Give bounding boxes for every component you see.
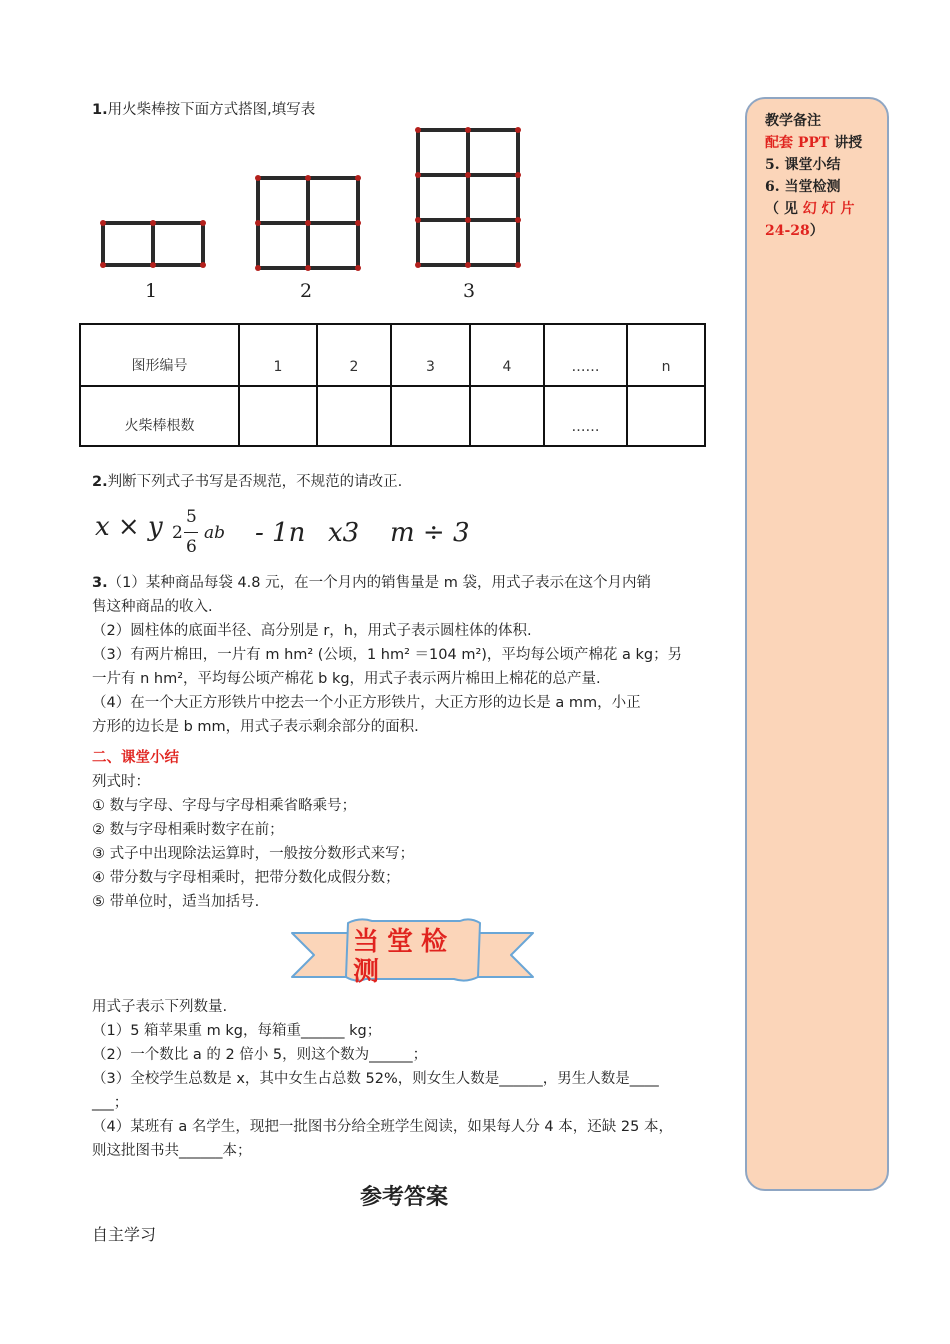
side-ppt-red: 配套 PPT bbox=[765, 135, 830, 151]
table-cell: 1 bbox=[239, 324, 317, 386]
self-study-heading: 自主学习 bbox=[92, 1225, 157, 1244]
math-expr-2 bbox=[172, 507, 232, 563]
mixed-numerator: 5 bbox=[186, 507, 197, 527]
side-title: 教学备注 bbox=[765, 113, 821, 129]
side-slides-black: （ 见 bbox=[765, 201, 803, 217]
matchstick-table bbox=[79, 323, 706, 447]
table-cell: 3 bbox=[391, 324, 470, 386]
teaching-notes-panel bbox=[745, 97, 889, 1191]
question-3 bbox=[92, 571, 682, 739]
summary-item: ④ 带分数与字母相乘时，把带分数化成假分数； bbox=[92, 870, 400, 886]
side-line-range bbox=[765, 220, 824, 242]
mixed-tail: ab bbox=[204, 523, 226, 543]
question-3-line: （4）在一个大正方形铁片中挖去一个小正方形铁片，大正方形的边长是 a mm，小正 bbox=[92, 695, 641, 711]
summary-item: ⑤ 带单位时，适当加括号. bbox=[92, 894, 260, 910]
table-cell: …… bbox=[544, 324, 627, 386]
question-3-line: （3）有两片棉田，一片有 m hm² (公顷，1 hm² ＝104 m²)，平均每公顷产棉花 a kg；另 bbox=[92, 647, 683, 663]
figure-label-3: 3 bbox=[463, 280, 476, 302]
table-cell bbox=[317, 386, 391, 446]
question-3-line: （2）圆柱体的底面半径、高分别是 r，h，用式子表示圆柱体的体积. bbox=[92, 623, 532, 639]
question-1-number: 1. bbox=[92, 102, 108, 118]
table-cell bbox=[627, 386, 705, 446]
question-3-number: 3. bbox=[92, 575, 108, 591]
summary-intro: 列式时： bbox=[92, 774, 150, 790]
side-line-slides bbox=[765, 198, 855, 220]
side-slides-red: 幻 灯 片 bbox=[802, 201, 855, 217]
table-cell: 图形编号 bbox=[80, 324, 239, 386]
side-range-black: ） bbox=[809, 223, 824, 239]
table-cell: …… bbox=[544, 386, 627, 446]
side-line-summary: 5. 课堂小结 bbox=[765, 157, 841, 173]
table-row bbox=[80, 386, 705, 446]
quiz-line: 则这批图书共______本； bbox=[92, 1143, 252, 1159]
fraction-bar bbox=[184, 532, 198, 533]
answer-heading: 参考答案 bbox=[360, 1185, 449, 1210]
quiz-line: ___； bbox=[92, 1095, 129, 1111]
quiz-section bbox=[92, 995, 673, 1163]
figure-label-2: 2 bbox=[300, 280, 313, 302]
quiz-line: （1）5 箱苹果重 m kg，每箱重______ kg； bbox=[92, 1023, 382, 1039]
table-cell: 4 bbox=[470, 324, 544, 386]
figure-label-1: 1 bbox=[145, 280, 158, 302]
table-cell: n bbox=[627, 324, 705, 386]
question-3-line: 一片有 n hm²，平均每公顷产棉花 b kg，用式子表示两片棉田上棉花的总产量. bbox=[92, 671, 601, 687]
summary-item: ① 数与字母、字母与字母相乘省略乘号； bbox=[92, 798, 357, 814]
math-expr-3: - 1n bbox=[255, 518, 306, 548]
mixed-whole: 2 bbox=[172, 523, 183, 543]
table-cell bbox=[239, 386, 317, 446]
banner-title: 当堂检测 bbox=[353, 927, 456, 987]
question-2 bbox=[92, 470, 402, 494]
summary-section bbox=[92, 746, 414, 914]
table-row bbox=[80, 324, 705, 386]
quiz-intro: 用式子表示下列数量. bbox=[92, 999, 228, 1015]
table-cell bbox=[470, 386, 544, 446]
question-1-text: 用火柴棒按下面方式搭图,填写表 bbox=[107, 102, 316, 118]
math-expr-4: x3 bbox=[328, 518, 360, 548]
side-ppt-black: 讲授 bbox=[829, 135, 863, 151]
question-3-line: 方形的边长是 b mm，用式子表示剩余部分的面积. bbox=[92, 719, 419, 735]
table-cell: 火柴棒根数 bbox=[80, 386, 239, 446]
quiz-line: （3）全校学生总数是 x，其中女生占总数 52%，则女生人数是______，男生人数是____ bbox=[92, 1071, 659, 1087]
question-2-number: 2. bbox=[92, 474, 108, 490]
table-cell bbox=[391, 386, 470, 446]
summary-heading: 二、课堂小结 bbox=[92, 750, 179, 766]
question-2-text: 判断下列式子书写是否规范，不规范的请改正. bbox=[107, 474, 403, 490]
quiz-line: （4）某班有 a 名学生，现把一批图书分给全班学生阅读，如果每人分 4 本，还缺 25 本， bbox=[92, 1119, 673, 1135]
mixed-denominator: 6 bbox=[186, 537, 197, 557]
quiz-line: （2）一个数比 a 的 2 倍小 5，则这个数为______； bbox=[92, 1047, 428, 1063]
table-cell: 2 bbox=[317, 324, 391, 386]
question-3-line: （1）某种商品每袋 4.8 元，在一个月内的销售量是 m 袋，用式子表示在这个月内销 bbox=[107, 575, 651, 591]
math-expr-1: x × y bbox=[95, 512, 163, 542]
summary-item: ③ 式子中出现除法运算时，一般按分数形式来写； bbox=[92, 846, 415, 862]
question-3-line: 售这种商品的收入. bbox=[92, 599, 213, 615]
summary-item: ② 数与字母相乘时数字在前； bbox=[92, 822, 284, 838]
side-line-ppt bbox=[765, 132, 862, 154]
side-line-check: 6. 当堂检测 bbox=[765, 179, 841, 195]
side-range-red: 24-28 bbox=[765, 223, 810, 239]
math-expr-5: m ÷ 3 bbox=[390, 518, 470, 548]
